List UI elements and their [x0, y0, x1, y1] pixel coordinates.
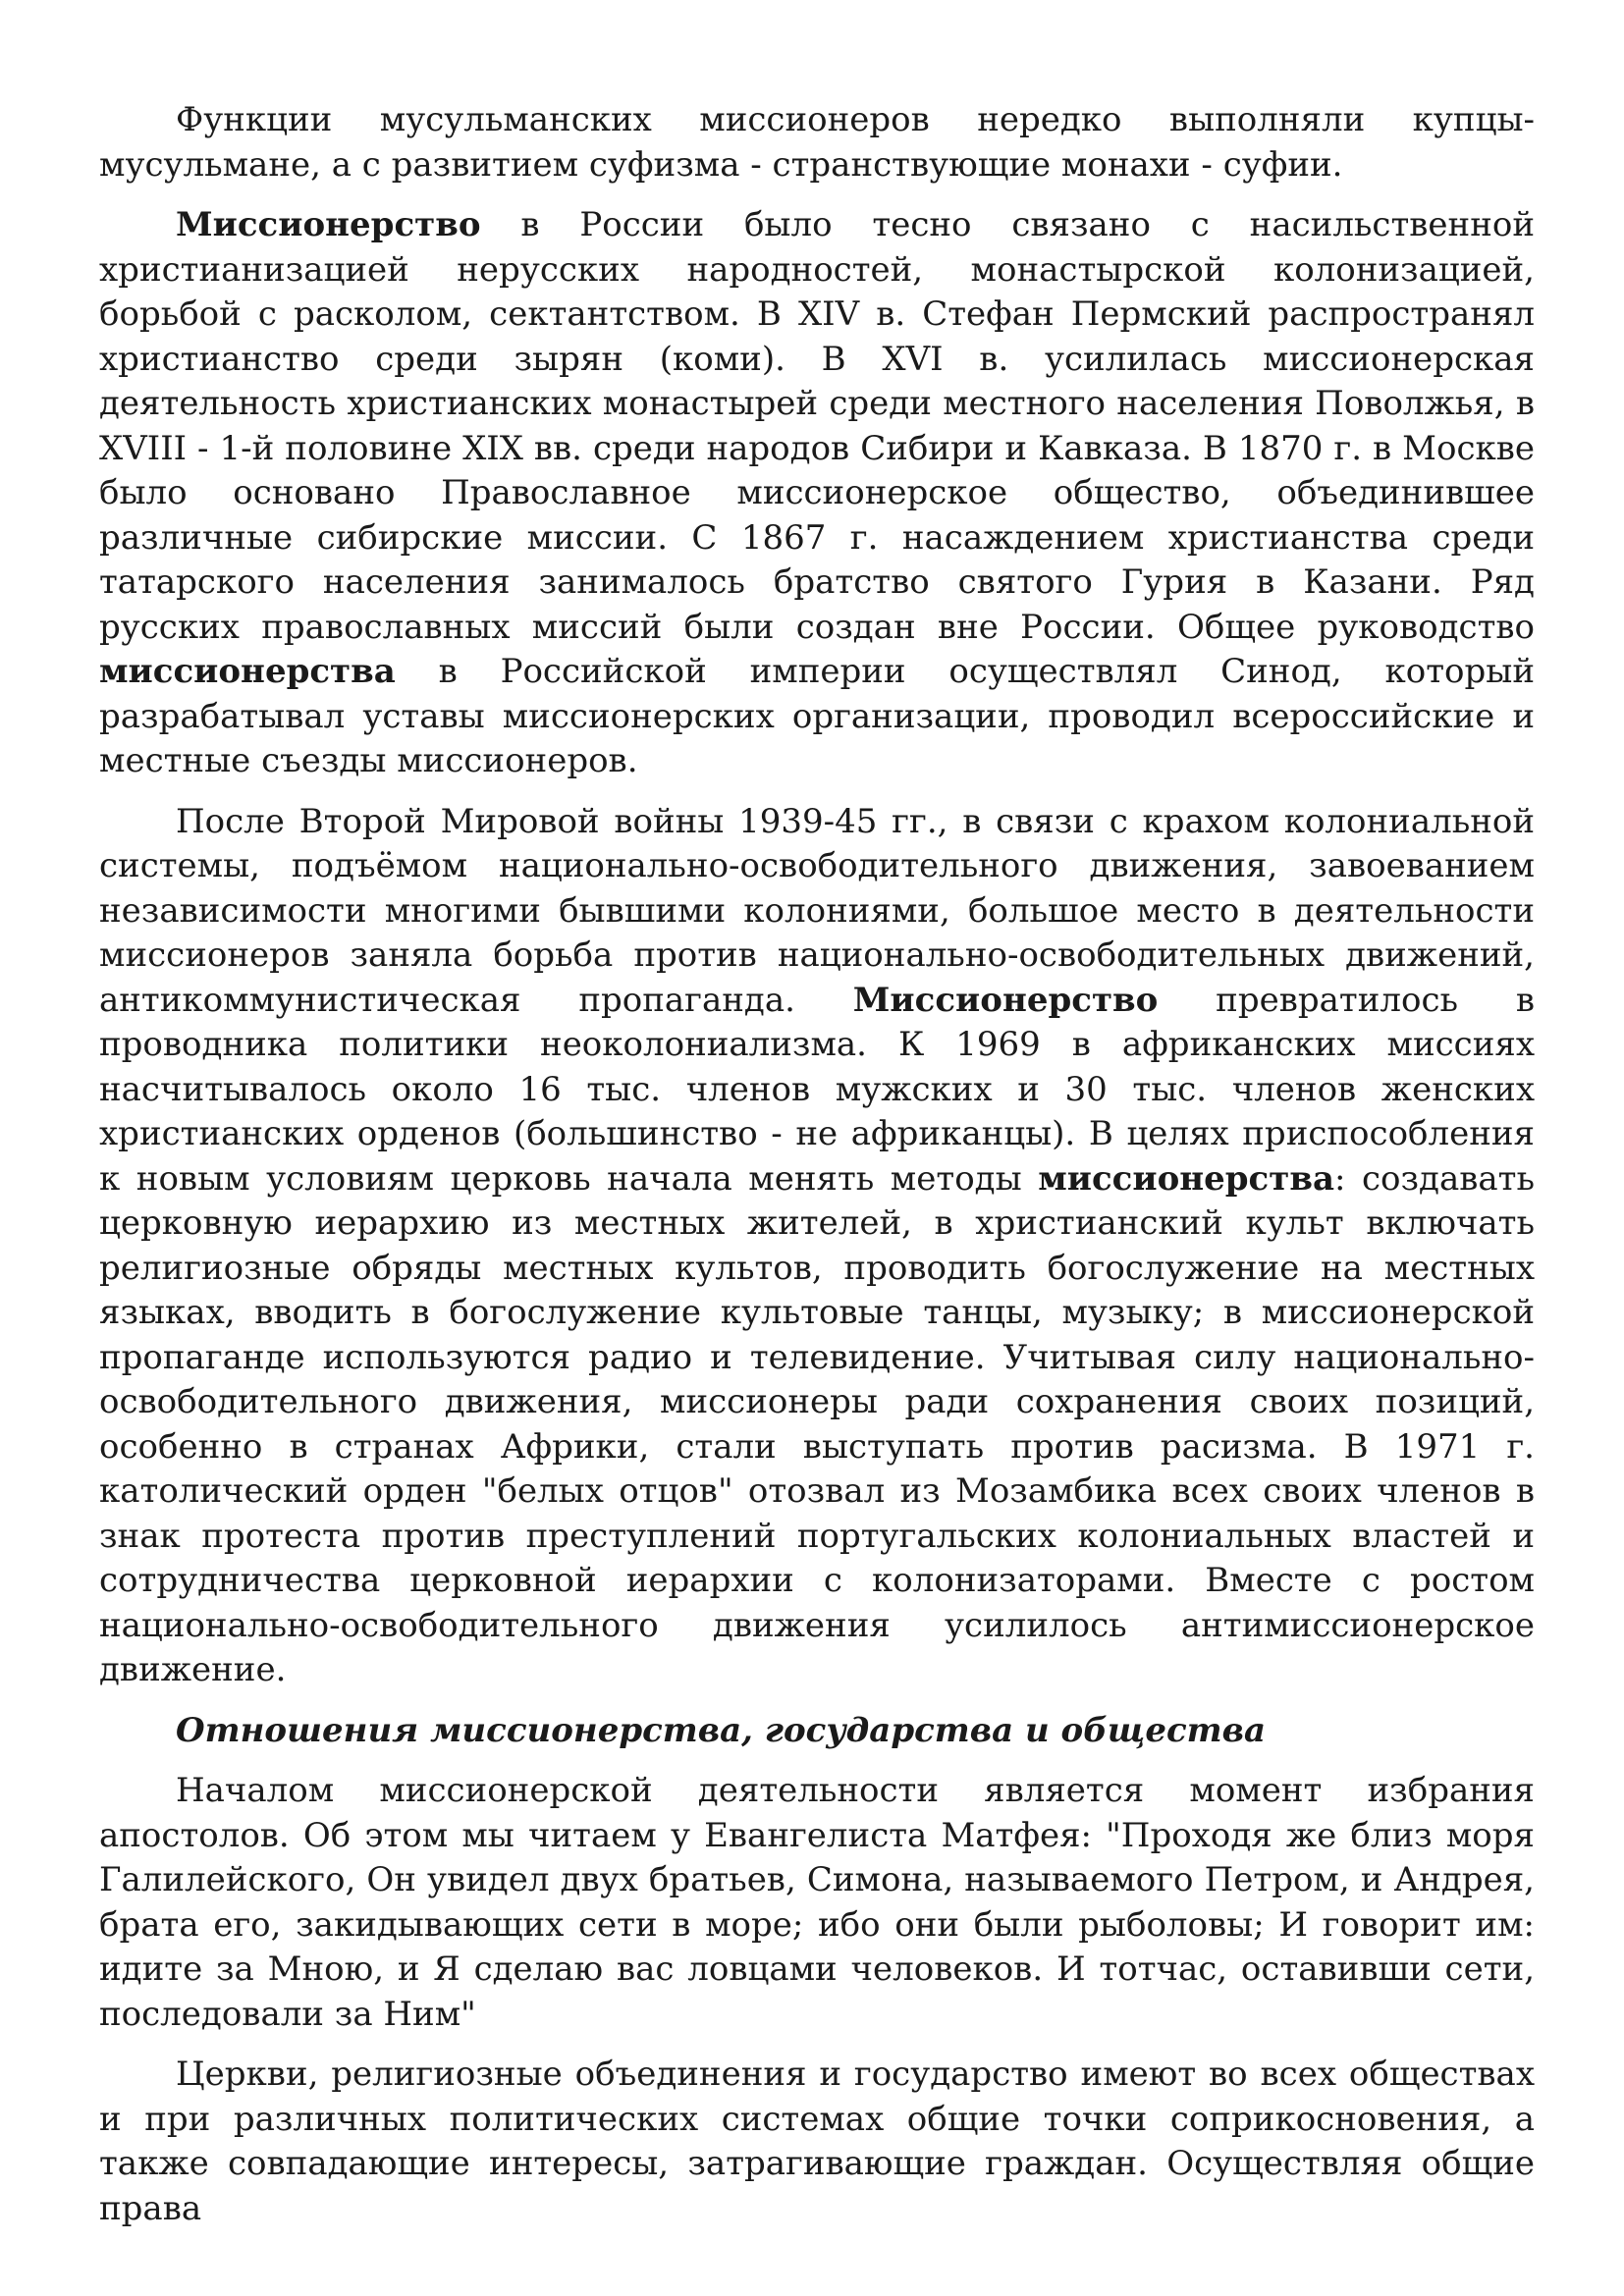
section-heading: Отношения миссионерства, государства и общества [176, 1710, 1266, 1750]
paragraph-postwar-missions [99, 800, 1535, 1693]
bold-term: Миссионерство [176, 205, 481, 244]
text-segment: превратилось в проводника политики неоколониализма. К 1969 в африканских миссиях насчитывалось около 16 тыс. членов мужских и 30 тыс. членов женских христианских орденов (большинство - не африканцы). В целях приспособления к новым условиям церковь начала менять методы [99, 980, 1536, 1199]
bold-term: Миссионерство [852, 980, 1159, 1020]
document-page [99, 98, 1535, 2247]
paragraph-missionary-russia [99, 203, 1535, 784]
text-segment: После Второй Мировой войны 1939-45 гг., в связи с крахом колониальной системы, подъёмом национально-освободительного движения, завоеванием независимости многими бывшими колониями, большое место в деятельности миссионеров заняла борьба против национально-освободительных движений, антикоммунистическая пропаганда. [99, 801, 1535, 1020]
text-segment: : создавать церковную иерархию из местных жителей, в христианский культ включать религиозные обряды местных культов, проводить богослужение на местных языках, вводить в богослужение культовые танцы, музыку; в миссионерской пропаганде используются радио и телевидение. Учитывая силу национально-освободительного движения, миссионеры ради сохранения своих позиций, особенно в странах Африки, стали выступать против расизма. В 1971 г. католический орден "белых отцов" отозвал из Мозамбика всех своих членов в знак протеста против преступлений португальских колониальных властей и сотрудничества церковной иерархии с колонизаторами. Вместе с ростом национально-освободительного движения усилилось антимиссионерское движение. [99, 1158, 1535, 1689]
text-segment: в Российской империи осуществлял Синод, который разрабатывал уставы миссионерских организации, проводил всероссийские и местные съезды миссионеров. [99, 652, 1535, 780]
paragraph-church-state: Церкви, религиозные объединения и государство имеют во всех обществах и при различных политических системах общие точки соприкосновения, а также совпадающие интересы, затрагивающие граждан. Осуществляя общие права [99, 2055, 1535, 2228]
paragraph-muslim-missionaries [99, 98, 1535, 187]
text-segment: Функции мусульманских миссионеров нередко выполняли купцы-мусульмане, а с развитием суфизма - странствующие монахи - суфии. [99, 100, 1535, 185]
bold-term: миссионерства [99, 652, 396, 691]
paragraph-apostles: Началом миссионерской деятельности является момент избрания апостолов. Об этом мы читаем у Евангелиста Матфея: "Проходя же близ моря Галилейского, Он увидел двух братьев, Симона, называемого Петром, и Андрея, брата его, закидывающих сети в море; ибо они были рыболовы; И говорит им: идите за Мною, и Я сделаю вас ловцами человеков. И тотчас, оставивши сети, последовали за Ним" [99, 1771, 1535, 2034]
text-segment: в России было тесно связано с насильственной христианизацией нерусских народностей, монастырской колонизацией, борьбой с расколом, сектантством. В XIV в. Стефан Пермский распространял христианство среди зырян (коми). В XVI в. усилилась миссионерская деятельность христианских монастырей среди местного населения Поволжья, в XVIII - 1-й половине XIX вв. среди народов Сибири и Кавказа. В 1870 г. в Москве было основано Православное миссионерское общество, объединившее различные сибирские миссии. С 1867 г. насаждением христианства среди татарского населения занималось братство святого Гурия в Казани. Ряд русских православных миссий были создан вне России. Общее руководство [99, 205, 1535, 647]
bold-term: миссионерства [1038, 1158, 1334, 1199]
